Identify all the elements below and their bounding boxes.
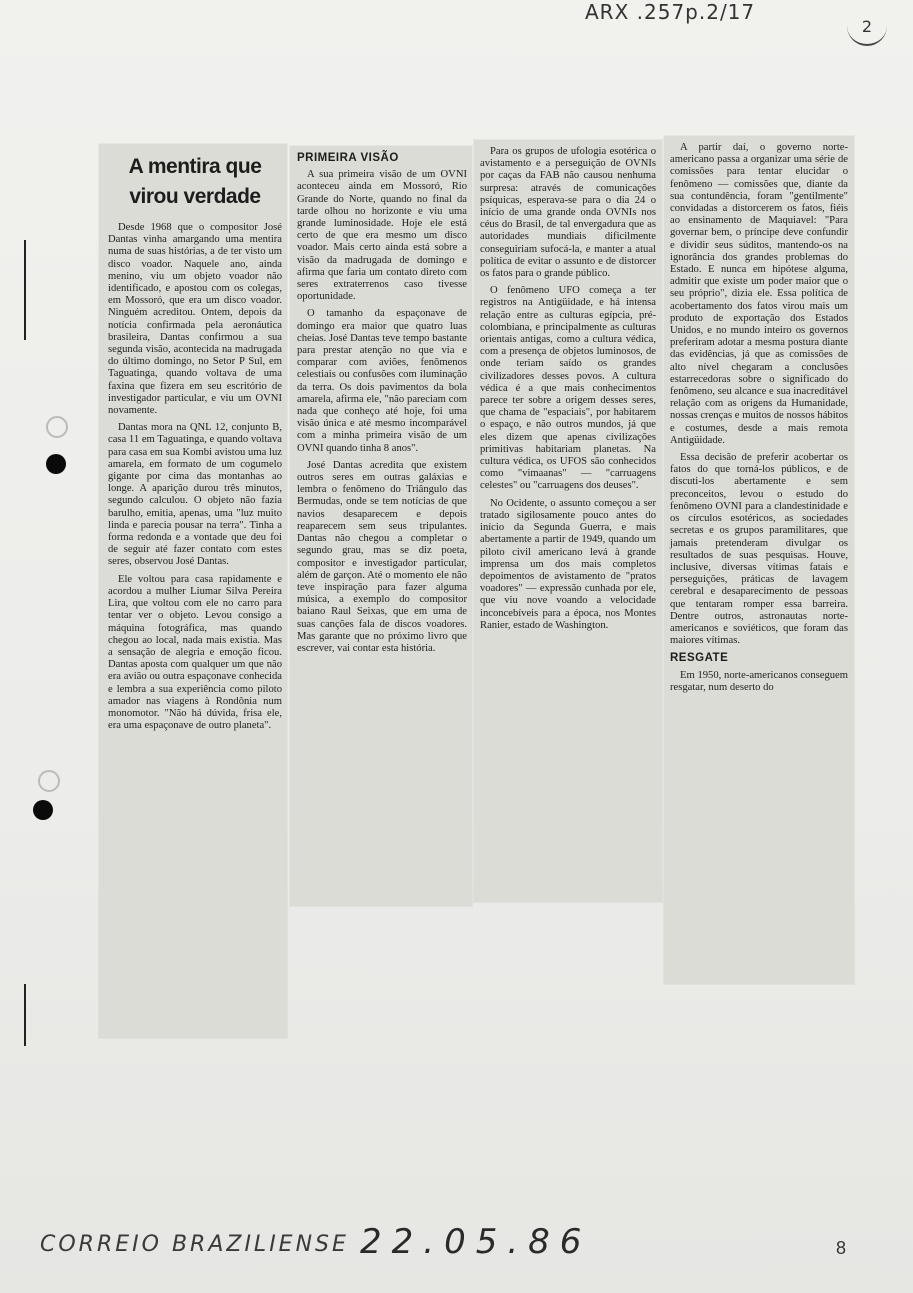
section-subhead: RESGATE (670, 652, 729, 665)
paragraph: O tamanho da espaçonave de domingo era maior que quatro luas cheias. José Dantas teve tempo bastante para prestar atenção no que via e comparar com aviões, fenômenos celestiais ou confusões com iluminação da terra. Os dois pavimentos da bola amarela, afirma ele, "não pareciam com nada que conheço até hoje, foi uma visão única e até mesmo incomparável com a minha primeira visão de um OVNI quando tinha 8 anos". (297, 308, 467, 454)
paragraph: A sua primeira visão de um OVNI aconteceu ainda em Mossoró, Rio Grande do Norte, quando no final da tarde olhou no horizonte e viu uma grande luminosidade. Hoje ele está certo de que era mesmo um disco voador. Mais certo ainda está sobre a visão da madrugada de domingo e afirma que faria um contato direto com seres extraterrenos caso tivesse oportunidade. (297, 169, 467, 303)
publication-date: 22.05.86 (360, 1222, 592, 1262)
article-column-4 (670, 142, 848, 699)
punch-hole (46, 454, 66, 474)
margin-mark (24, 984, 26, 1046)
archive-reference: ARX .257p.2/17 (585, 0, 756, 24)
newspaper-source: CORREIO BRAZILIENSE (40, 1232, 349, 1257)
article-column-1 (108, 148, 282, 737)
paragraph: Desde 1968 que o compositor José Dantas vinha amargando uma mentira numa de suas histórias, a de ter visto um disco voador. Naquele ano, ainda menino, viu um objeto voador não identificado, e apostou com os colegas, em Mossoró, que era um disco voador. Ninguém acreditou. Ontem, depois da notícia confirmada pela aeronáutica brasileira, Dantas confirmou a sua segunda visão, acontecida na madrugada do último domingo, no Setor P Sul, em Taguatinga, quando voltava de uma faxina que fizera em seu escritório de investigador particular, e viu um OVNI novamente. (108, 222, 282, 417)
margin-mark (24, 240, 26, 340)
headline-line-1: A mentira que (128, 155, 262, 178)
paragraph: No Ocidente, o assunto começou a ser tratado sigilosamente pouco antes do início da Segunda Guerra, e mais abertamente a partir de 1949, quando um piloto civil americano levá à grande imprensa um dos mais completos depoimentos de avistamento de "pratos voadores" — expressão cunhada por ele, que viu nove voando a velocidade inconcebíveis para a época, nos Montes Ranier, estado de Washington. (480, 497, 656, 631)
section-subhead: PRIMEIRA VISÃO (297, 152, 399, 164)
paragraph: Essa decisão de preferir acobertar os fatos do que torná-los públicos, e de discuti-los abertamente e sem preconceitos, levou o estudo do fenômeno OVNI para a clandestinidade e os círculos esotéricos, as sociedades secretas e os grupos paramilitares, que jamais pretenderam divulgar os resultados de suas pesquisas. Houve, inclusive, diversas vítimas fatais e perseguições, práticas de lavagem cerebral e desaparecimento de pessoas que tentaram romper essa barreira. Dentre outros, astronautas norte-americanos e soviéticos, que foram das maiores vítimas. (670, 452, 848, 647)
headline-line-2: virou verdade (129, 185, 261, 208)
article-column-3 (480, 146, 656, 637)
punch-hole-ring (38, 770, 60, 792)
article-column-2 (297, 152, 467, 660)
paragraph: A partir daí, o governo norte-americano passa a organizar uma série de comissões para tentar elucidar o fenômeno — comissões que, diante da sua contundência, foram "gentilmente" convidadas a distorcerem os fatos, fiéis ao ensinamento de Maquiavel: "Para governar bem, o príncipe deve confundir e dividir seus súditos, mantendo-os na ignorância dos grandes problemas do Estado. E nunca em hipótese alguma, admitir que existe um poder maior que o seu próprio", dizia ele. Essa política de acobertamento dos fatos virou mais um produto de exportação dos Estados Unidos, e no mundo inteiro os governos preferiram adotar a mesma postura diante das evidências, já que as comissões de alto nível chegaram a conclusões estarrecedoras sobre o significado do fenômeno, seu alcance e sua inacreditável relação com as origens da Humanidade, nossas crenças e muitos de nossos hábitos e costumes, desde a mais remota Antigüidade. (670, 142, 848, 446)
punch-hole (33, 800, 53, 820)
paragraph: Dantas mora na QNL 12, conjunto B, casa 11 em Taguatinga, e quando voltava para casa em sua Kombi avistou uma luz amarela, em formato de um cogumelo gigante por cima das montanhas ao longe. A aparição durou três minutos, segundo calculou. O objeto não fazia barulho, emitia, apenas, uma "luz muito linda e parecia pousar na terra". Tinha a forma redonda e a vontade que deu foi de seguir até fazer contato com estes seres, observou José Dantas. (108, 422, 282, 568)
paragraph: Para os grupos de ufologia esotérica o avistamento e a perseguição de OVNIs por caças da FAB não causou nenhuma surpresa: através de comunicações psíquicas, esperava-se para o dia 24 o início de uma grande onda OVNIs nos céus do Brasil, de tal envergadura que as autoridades mundiais dificilmente conseguiriam sufocá-la, e manter a atual política de evitar o assunto e de distorcer os fatos para o grande público. (480, 146, 656, 280)
paragraph: José Dantas acredita que existem outros seres em outras galáxias e lembra o fenômeno do Triângulo das Bermudas, onde se tem notícias de que navios desaparecem e depois reaparecem sem seus tripulantes. Dantas não chegou a completar o segundo grau, mas se diz poeta, compositor e investigador particular, além de garçon. Até o momento ele não teve inspiração para fazer alguma música, a exemplo do compositor baiano Raul Seixas, que em uma de suas canções fala de discos voadores. Mas garante que no próximo livro que escrever, vai contar esta história. (297, 459, 467, 654)
headline (108, 152, 282, 212)
paragraph: O fenômeno UFO começa a ter registros na Antigüidade, e há intensa relação entre as culturas egípcia, pré-colombiana, e principalmente as culturas orientais antigas, como a cultura védica, com a presença de objetos luminosos, de onde teriam saído os grandes civilizadores desses povos. A cultura védica é a que mais conhecimentos parece ter sobre a origem desses seres, que chama de "espaciais", por habitarem o espaço, e não outros mundos, já que eles dizem que apenas civilizações primitivas habitariam planetas. Na cultura védica, os UFOS são conhecidos como "vimaanas" — "carruagens celestes" ou "carruagens dos deuses". (480, 285, 656, 492)
paragraph: Em 1950, norte-americanos conseguem resgatar, num deserto do (670, 669, 848, 693)
corner-mark: 2 (847, 14, 887, 46)
paragraph: Ele voltou para casa rapidamente e acordou a mulher Liumar Silva Pereira Lira, que voltou com ele no carro para tentar ver o objeto. Levou consigo a máquina fotográfica, mas quando chegou ao local, nada mais existia. Mas a sensação de alegria e emoção ficou. Dantas aposta com qualquer um que não era avião ou outra espaçonave conhecida e lembra a sua experiência como piloto amador nas viagens à Rondônia num monomotor. "Não há dúvida, frisa ele, era uma espaçonave de outro planeta". (108, 573, 282, 732)
punch-hole-ring (46, 416, 68, 438)
page-number: 8 (836, 1238, 847, 1258)
